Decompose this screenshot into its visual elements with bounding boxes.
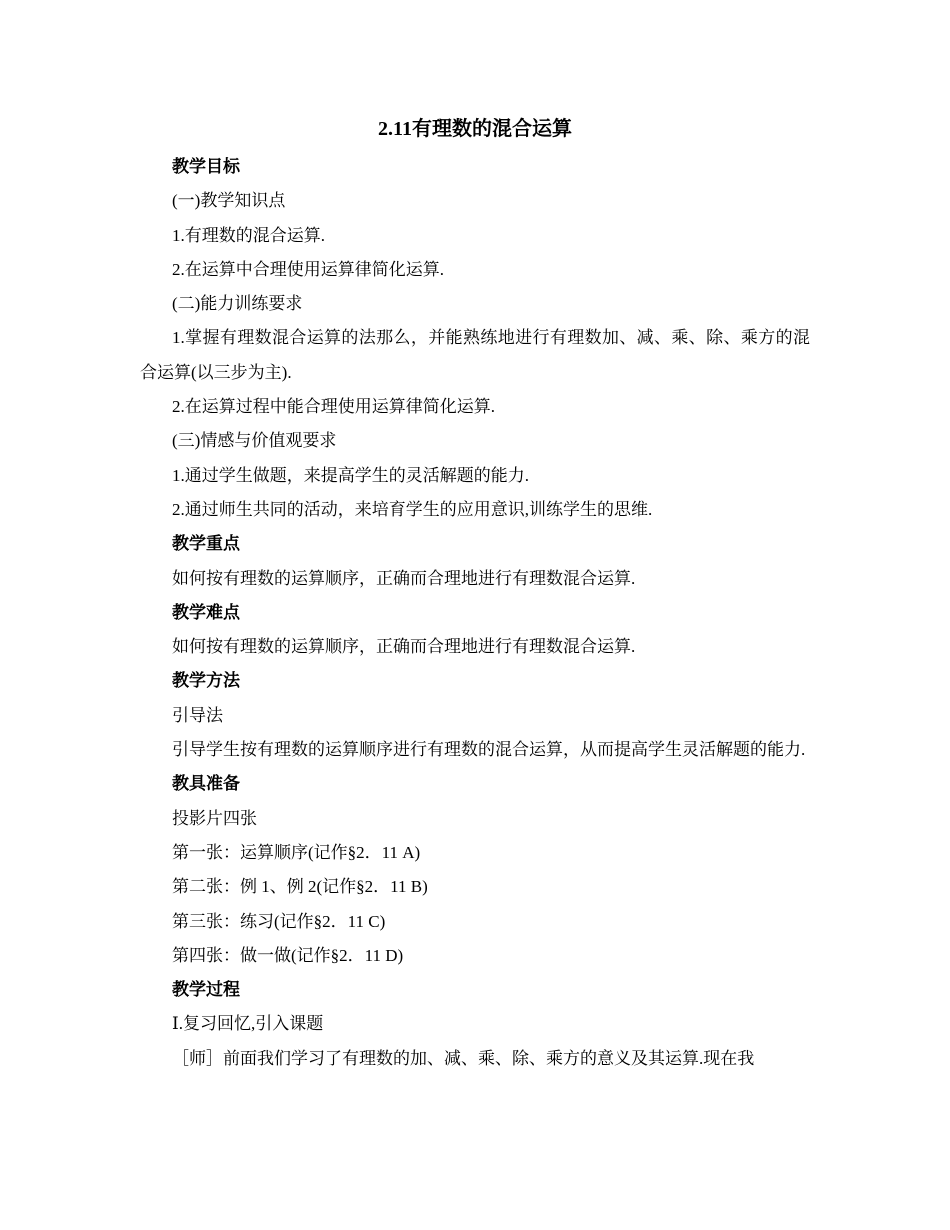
difficulty-heading: 教学难点 (172, 602, 240, 622)
emotion-item-2: 2.通过师生共同的活动，来培育学生的应用意识,训练学生的思维. (172, 499, 653, 519)
difficulty-text: 如何按有理数的运算顺序，正确而合理地进行有理数混合运算. (172, 637, 636, 657)
emotion-heading: (三)情感与价值观要求 (172, 431, 337, 451)
tools-item-4: 第四张：做一做(记作§2．11 D) (172, 945, 404, 965)
method-text: 引导学生按有理数的运算顺序进行有理数的混合运算，从而提高学生灵活解题的能力. (172, 740, 806, 760)
ability-item-1: 1.掌握有理数混合运算的法那么，并能熟练地进行有理数加、减、乘、除、乘方的混合运算(以三步为主). (140, 328, 810, 382)
tools-item-3: 第三张：练习(记作§2．11 C) (172, 911, 386, 931)
knowledge-item-2: 2.在运算中合理使用运算律简化运算. (172, 259, 444, 279)
tools-heading: 教具准备 (172, 774, 240, 794)
knowledge-item-1: 1.有理数的混合运算. (172, 225, 325, 245)
process-step-1: Ⅰ.复习回忆,引入课题 (172, 1014, 324, 1034)
process-text: ［师］前面我们学习了有理数的加、减、乘、除、乘方的意义及其运算.现在我 (172, 1048, 755, 1068)
ability-item-2: 2.在运算过程中能合理使用运算律简化运算. (172, 397, 495, 417)
ability-heading: (二)能力训练要求 (172, 294, 303, 314)
process-heading: 教学过程 (172, 980, 240, 1000)
knowledge-heading: (一)教学知识点 (172, 191, 286, 211)
objectives-heading: 教学目标 (172, 157, 240, 176)
tools-intro: 投影片四张 (172, 808, 257, 828)
document-page (140, 112, 810, 1076)
key-points-text: 如何按有理数的运算顺序，正确而合理地进行有理数混合运算. (172, 568, 636, 588)
tools-item-2: 第二张：例 1、例 2(记作§2．11 B) (172, 877, 428, 897)
document-title: 2.11有理数的混合运算 (378, 118, 572, 140)
emotion-item-1: 1.通过学生做题，来提高学生的灵活解题的能力. (172, 465, 529, 485)
tools-item-1: 第一张：运算顺序(记作§2．11 A) (172, 842, 421, 862)
method-name: 引导法 (172, 705, 223, 725)
key-points-heading: 教学重点 (172, 534, 240, 554)
method-heading: 教学方法 (172, 671, 240, 691)
